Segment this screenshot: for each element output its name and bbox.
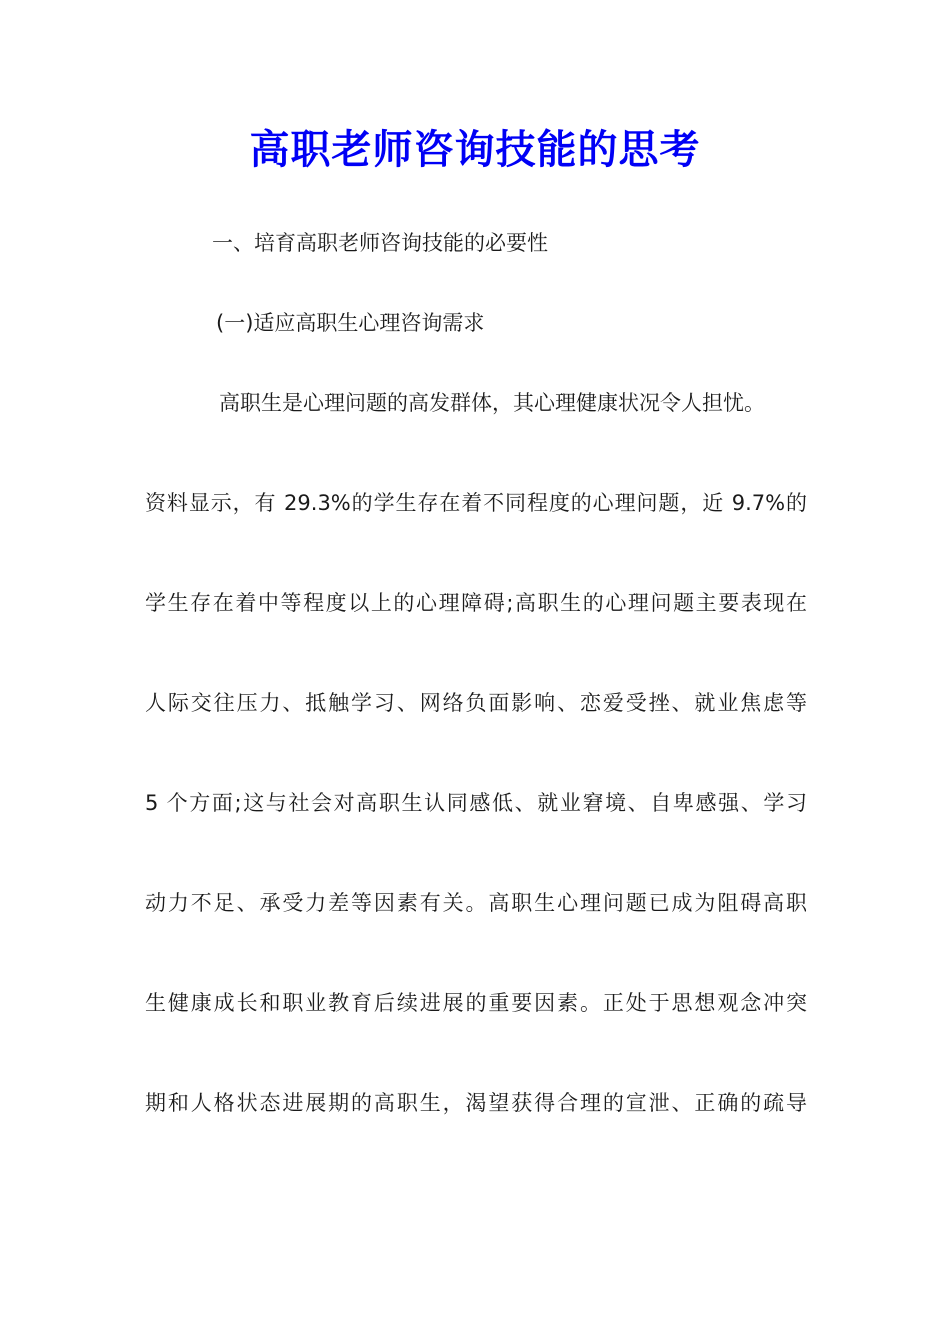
section-heading: 一、培育高职老师咨询技能的必要性 xyxy=(212,231,548,255)
paragraph-line-3: 学生存在着中等程度以上的心理障碍;高职生的心理问题主要表现在 xyxy=(145,591,807,615)
document-title: 高职老师咨询技能的思考 xyxy=(249,126,701,173)
subsection-heading: (一)适应高职生心理咨询需求 xyxy=(216,311,485,335)
paragraph-line-2: 资料显示，有 29.3%的学生存在着不同程度的心理问题，近 9.7%的 xyxy=(145,491,807,515)
paragraph-line-7: 生健康成长和职业教育后续进展的重要因素。正处于思想观念冲突 xyxy=(145,991,807,1015)
paragraph-line-8: 期和人格状态进展期的高职生，渴望获得合理的宣泄、正确的疏导 xyxy=(145,1091,807,1115)
paragraph-line-4: 人际交往压力、抵触学习、网络负面影响、恋爱受挫、就业焦虑等 xyxy=(145,691,807,715)
paragraph-line-1: 高职生是心理问题的高发群体，其心理健康状况令人担忧。 xyxy=(219,391,765,415)
paragraph-line-6: 动力不足、承受力差等因素有关。高职生心理问题已成为阻碍高职 xyxy=(145,891,807,915)
paragraph-line-5: 5 个方面;这与社会对高职生认同感低、就业窘境、自卑感强、学习 xyxy=(145,791,807,815)
